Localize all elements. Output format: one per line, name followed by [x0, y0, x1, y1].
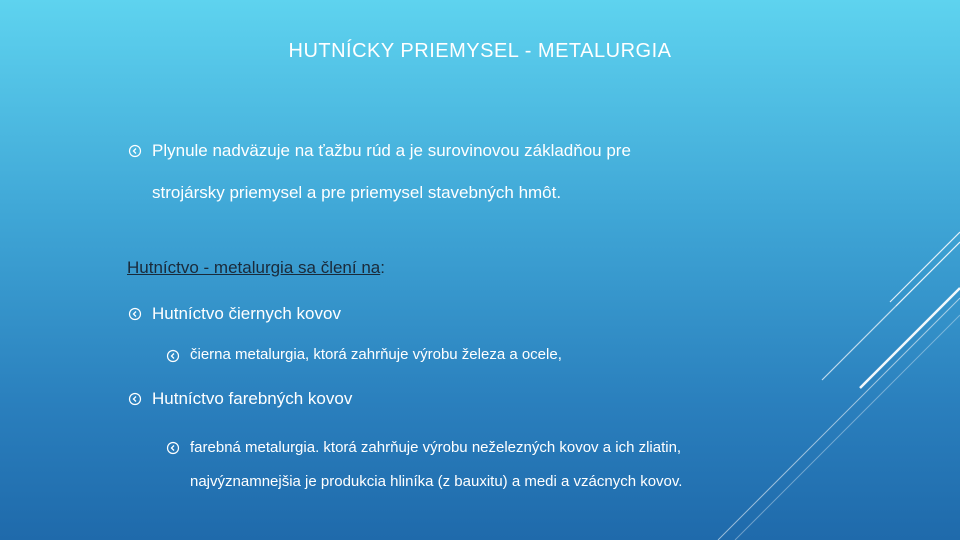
sub-list-item-line-1: farebná metalurgia. ktorá zahrňuje výrobu neželezných kovov a ich zliatin, — [190, 439, 682, 456]
section-heading-underlined: Hutníctvo - metalurgia sa člení na — [127, 258, 381, 277]
section-heading-suffix: : — [380, 258, 385, 277]
sub-list-item-line-2: najvýznamnejšia je produkcia hliníka (z bauxitu) a medi a vzácnych kovov. — [190, 473, 683, 490]
intro-line-2: strojársky priemysel a pre priemysel stavebných hmôt. — [152, 183, 562, 202]
intro-line-1: Plynule nadväzuje na ťažbu rúd a je surovinovou základňou pre — [152, 141, 631, 160]
slide-title: HUTNÍCKY PRIEMYSEL - METALURGIA — [288, 40, 672, 62]
sub-list-item-text: čierna metalurgia, ktorá zahrňuje výrobu železa a ocele, — [190, 346, 562, 363]
list-item-text: Hutníctvo farebných kovov — [152, 389, 353, 408]
list-item-text: Hutníctvo čiernych kovov — [152, 304, 341, 323]
